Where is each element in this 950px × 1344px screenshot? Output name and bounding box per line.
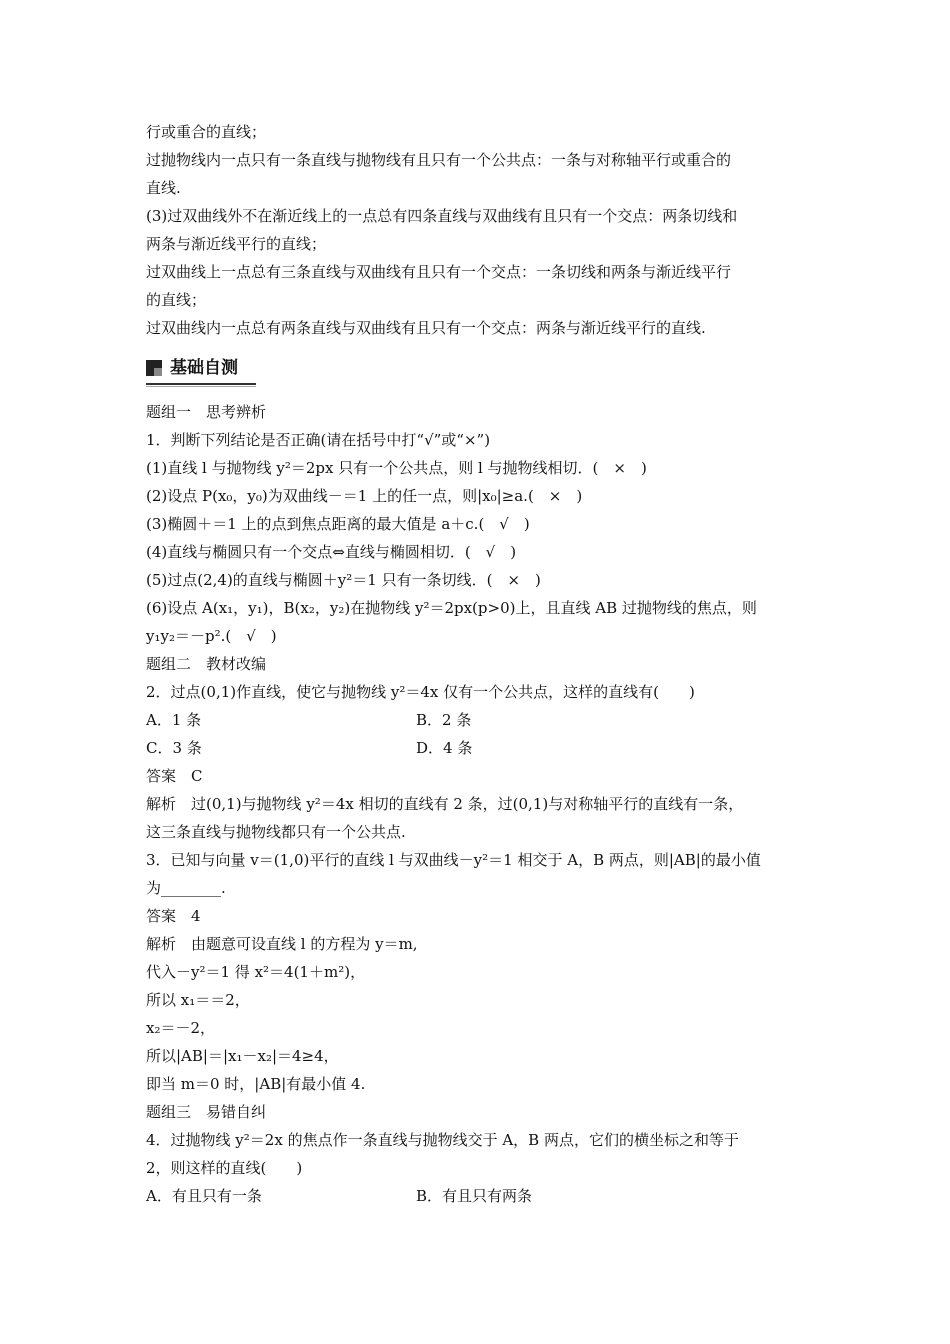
text-line: 过抛物线内一点只有一条直线与抛物线有且只有一个公共点：一条与对称轴平行或重合的	[146, 151, 732, 169]
question-line: 1．判断下列结论是否正确(请在括号中打“√”或“×”)	[146, 431, 491, 449]
question-line: (3)椭圆＋＝1 上的点到焦点距离的最大值是 a＋c.( √ )	[146, 515, 530, 533]
text-line: 过双曲线内一点总有两条直线与双曲线有且只有一个交点：两条与渐近线平行的直线.	[146, 319, 706, 337]
question-2: 2．过点(0,1)作直线，使它与抛物线 y²＝4x 仅有一个公共点，这样的直线有( )	[146, 683, 695, 701]
question-line: (5)过点(2,4)的直线与椭圆＋y²＝1 只有一条切线．( × )	[146, 571, 541, 589]
group-3	[146, 1098, 816, 1210]
question-line: (2)设点 P(x₀，y₀)为双曲线－＝1 上的任一点，则|x₀|≥a.( × )	[146, 487, 583, 505]
option-a: A．1 条	[146, 711, 202, 729]
answer: 答案 C	[146, 767, 203, 785]
group-2	[146, 650, 816, 1098]
question-3: 3．已知与向量 v＝(1,0)平行的直线 l 与双曲线－y²＝1 相交于 A，B 两点，则|AB|的最小值	[146, 851, 761, 869]
question-4: 2，则这样的直线( )	[146, 1159, 303, 1177]
question-line: (4)直线与椭圆只有一个交点⇔直线与椭圆相切．( √ )	[146, 543, 517, 561]
text-line: 过双曲线上一点总有三条直线与双曲线有且只有一个交点：一条切线和两条与渐近线平行	[146, 263, 732, 281]
analysis-line: 解析 由题意可设直线 l 的方程为 y＝m,	[146, 935, 418, 953]
text-line: (3)过双曲线外不在渐近线上的一点总有四条直线与双曲线有且只有一个交点：两条切线和	[146, 207, 738, 225]
group-1	[146, 398, 816, 650]
question-4: 4．过抛物线 y²＝2x 的焦点作一条直线与抛物线交于 A，B 两点，它们的横坐标之和等于	[146, 1131, 739, 1149]
question-3: 为________.	[146, 879, 226, 897]
option-d: D．4 条	[416, 739, 473, 757]
answer: 答案 4	[146, 907, 201, 925]
question-line: y₁y₂＝－p².( √ )	[146, 627, 277, 645]
option-b: B．2 条	[416, 711, 472, 729]
text-line: 的直线；	[146, 291, 207, 309]
section-title: 基础自测	[170, 358, 238, 378]
text-line: 行或重合的直线；	[146, 123, 267, 141]
options-row	[146, 1182, 816, 1210]
text-line: 直线.	[146, 179, 181, 197]
section-square-icon	[146, 360, 162, 376]
section-underline-thin	[146, 386, 256, 387]
analysis-line: 解析 过(0,1)与抛物线 y²＝4x 相切的直线有 2 条，过(0,1)与对称轴平行的直线有一条，	[146, 795, 744, 813]
options-row	[146, 706, 816, 734]
section-underline	[146, 383, 256, 385]
analysis-line: x₂＝－2，	[146, 1019, 216, 1037]
analysis-line: 代入－y²＝1 得 x²＝4(1＋m²)，	[146, 963, 366, 981]
analysis-line: 即当 m＝0 时，|AB|有最小值 4.	[146, 1075, 366, 1093]
section-header	[146, 356, 816, 386]
group-title: 题组一 思考辨析	[146, 403, 267, 421]
intro-text	[146, 118, 816, 342]
text-line: 两条与渐近线平行的直线；	[146, 235, 327, 253]
option-a: A．有且只有一条	[146, 1187, 262, 1205]
options-row	[146, 734, 816, 762]
group-title: 题组三 易错自纠	[146, 1103, 267, 1121]
analysis-line: 所以 x₁＝＝2，	[146, 991, 250, 1009]
question-line: (6)设点 A(x₁，y₁)，B(x₂，y₂)在抛物线 y²＝2px(p>0)上，且直线 AB 过抛物线的焦点，则	[146, 599, 757, 617]
group-title: 题组二 教材改编	[146, 655, 267, 673]
document-page	[146, 118, 816, 1210]
analysis-line: 所以|AB|＝|x₁－x₂|＝4≥4，	[146, 1047, 339, 1065]
option-b: B．有且只有两条	[416, 1187, 533, 1205]
option-c: C．3 条	[146, 739, 202, 757]
analysis-line: 这三条直线与抛物线都只有一个公共点.	[146, 823, 406, 841]
question-line: (1)直线 l 与抛物线 y²＝2px 只有一个公共点，则 l 与抛物线相切．( × )	[146, 459, 647, 477]
